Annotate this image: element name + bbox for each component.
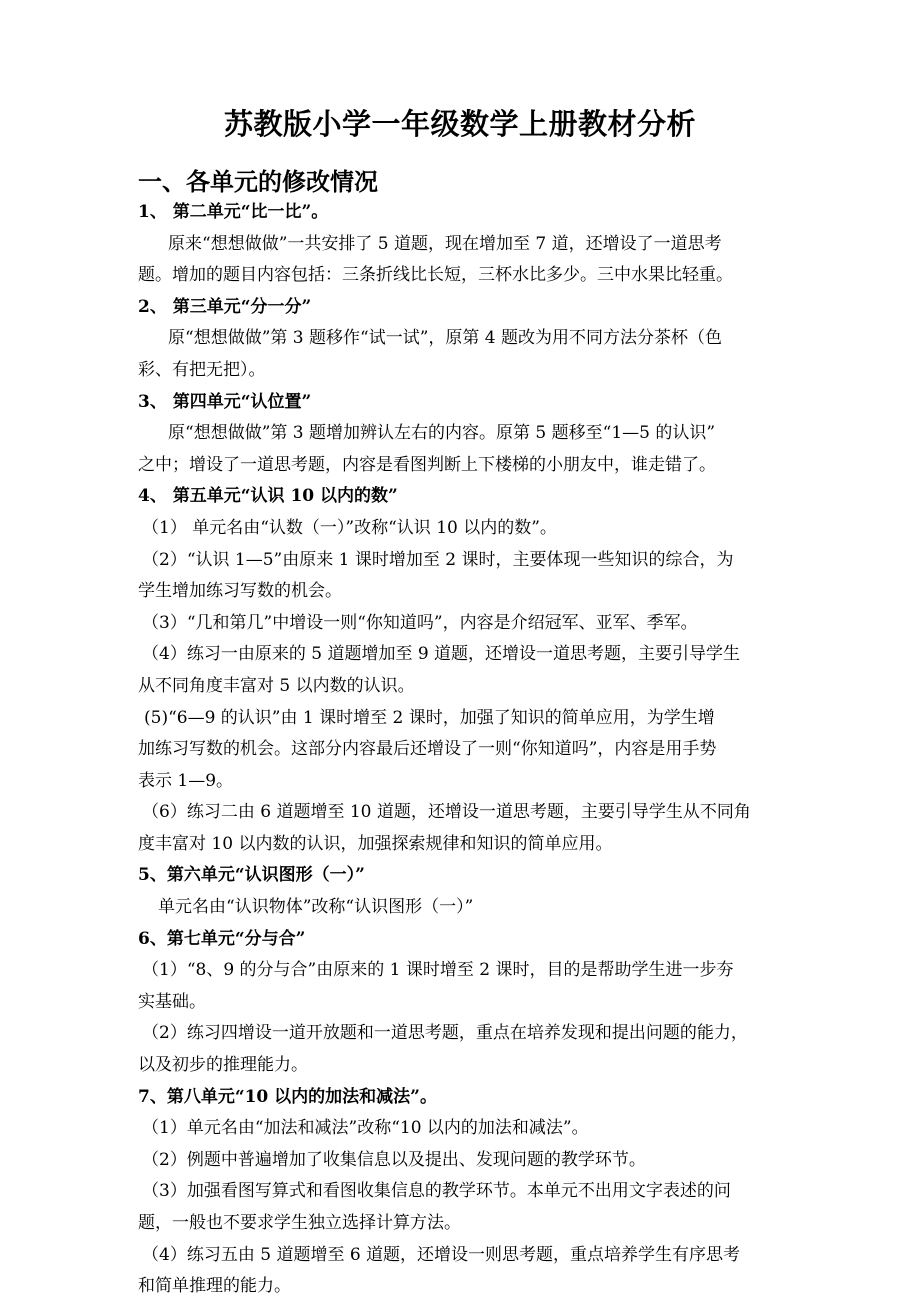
list-item: （4）练习五由 5 道题增至 6 道题，还增设一则思考题，重点培养学生有序思考 [142, 1244, 741, 1265]
document-body [138, 197, 788, 1303]
paragraph-line: 单元名由“认识物体”改称“认识图形（一）” [158, 897, 474, 918]
list-item: (5)“6—9 的认识”由 1 课时增至 2 课时，加强了知识的简单应用，为学生增 [144, 707, 715, 728]
list-item: （1）“8、9 的分与合”由原来的 1 课时增至 2 课时，目的是帮助学生进一步夯 [142, 960, 734, 981]
paragraph-line: 从不同角度丰富对 5 以内数的认识。 [138, 675, 415, 696]
paragraph-line: 题，一般也不要求学生独立选择计算方法。 [138, 1213, 461, 1233]
list-item: （1） 单元名由“认数（一）”改称“认识 10 以内的数”。 [142, 517, 557, 538]
unit-heading: 1、 第二单元“比一比”。 [138, 202, 329, 222]
unit-heading: 4、 第五单元“认识 10 以内的数” [138, 486, 398, 507]
section-heading: 一、各单元的修改情况 [138, 167, 378, 196]
list-item: （3）加强看图写算式和看图收集信息的教学环节。本单元不出用文字表述的问 [142, 1181, 731, 1202]
unit-heading: 2、 第三单元“分一分” [138, 296, 312, 317]
paragraph-line: 彩、有把无把）。 [138, 359, 266, 380]
list-item: （4）练习一由原来的 5 道题增加至 9 道题，还增设一道思考题，主要引导学生 [142, 644, 741, 665]
paragraph-line: 题。增加的题目内容包括：三条折线比长短，三杯水比多少。三中水果比轻重。 [138, 265, 733, 286]
paragraph-line: 表示 1—9。 [138, 770, 234, 791]
document-title: 苏教版小学一年级数学上册教材分析 [223, 107, 696, 141]
unit-heading: 5、第六单元“认识图形（一）” [138, 865, 365, 886]
paragraph-line: 实基础。 [138, 991, 206, 1012]
paragraph-line: 原“想想做做”第 3 题增加辨认左右的内容。原第 5 题移至“1—5 的认识” [168, 423, 716, 444]
paragraph-line: 原来“想想做做”一共安排了 5 道题，现在增加至 7 道，还增设了一道思考 [168, 233, 722, 254]
unit-heading: 3、 第四单元“认位置” [138, 391, 312, 412]
list-item: （2）“认识 1—5”由原来 1 课时增加至 2 课时，主要体现一些知识的综合，为 [142, 549, 734, 570]
list-item: （2）例题中普遍增加了收集信息以及提出、发现问题的教学环节。 [142, 1149, 646, 1170]
unit-heading: 7、第八单元“10 以内的加法和减法”。 [138, 1086, 437, 1107]
list-item: （2）练习四增设一道开放题和一道思考题，重点在培养发现和提出问题的能力， [142, 1023, 748, 1044]
paragraph-line: 以及初步的推理能力。 [138, 1055, 308, 1076]
paragraph-line: 原“想想做做”第 3 题移作“试一试”，原第 4 题改为用不同方法分茶杯（色 [168, 328, 723, 349]
list-item: （1）单元名由“加法和减法”改称“10 以内的加法和减法”。 [142, 1118, 589, 1139]
list-item: （6）练习二由 6 道题增至 10 道题，还增设一道思考题，主要引导学生从不同角 [142, 802, 751, 823]
paragraph-line: 学生增加练习写数的机会。 [138, 581, 342, 602]
paragraph-line: 度丰富对 10 以内数的认识，加强探索规律和知识的简单应用。 [138, 833, 613, 854]
unit-heading: 6、第七单元“分与合” [138, 928, 306, 949]
paragraph-line: 加练习写数的机会。这部分内容最后还增设了一则“你知道吗”，内容是用手势 [138, 739, 717, 760]
paragraph-line: 之中；增设了一道思考题，内容是看图判断上下楼梯的小朋友中，谁走错了。 [138, 454, 716, 475]
list-item: （3）“几和第几”中增设一则“你知道吗”，内容是介绍冠军、亚军、季军。 [142, 612, 698, 633]
paragraph-line: 和简单推理的能力。 [138, 1276, 291, 1297]
